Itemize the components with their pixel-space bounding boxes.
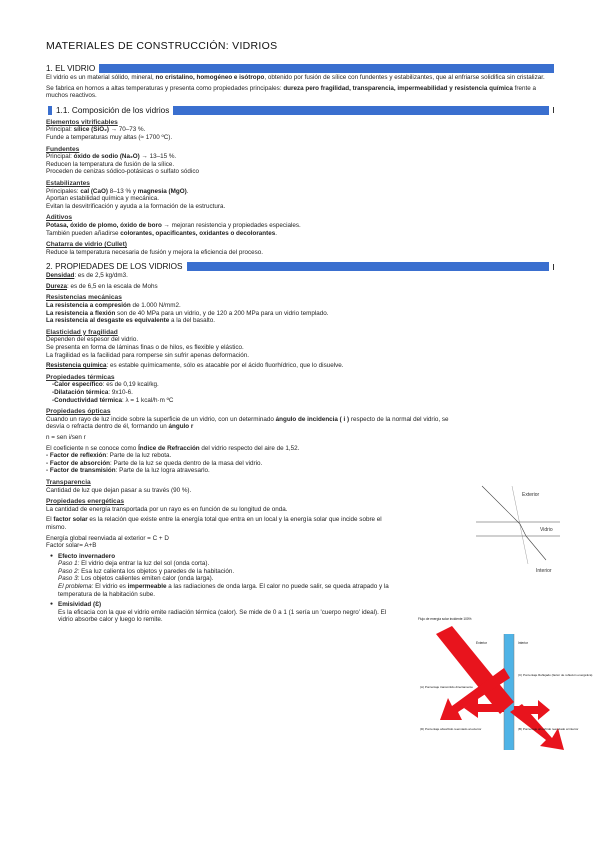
- subheading-termicas: Propiedades térmicas: [46, 373, 115, 381]
- section-heading-propiedades: 2. PROPIEDADES DE LOS VIDRIOS: [46, 262, 554, 271]
- el-vidrio-paragraph-2: Se fabrica en hornos a altas temperaturas y presenta como propiedades principales: dureza pero fragilidad, transparencia, impermeabilidad y resistencia química frente a muchos reactivos.: [46, 84, 537, 100]
- elasticidad-line-1: Dependen del espesor del vidrio.: [46, 336, 139, 344]
- invernadero-paso-3: Paso 3: Los objetos calientes emiten calor (onda larga).: [58, 575, 214, 583]
- fundentes-line-1: Principal: óxido de sodio (Na₂O) → 13–15 %.: [46, 153, 177, 161]
- elasticidad-line-3: La fragilidad es la facilidad para romperse sin sufrir apenas deformación.: [46, 351, 250, 359]
- estabilizantes-line-3: Evitan la desvitrificación y ayuda a la formación de la estructura.: [46, 202, 226, 210]
- section-heading-composicion: 1.1. Composición de los vidrios: [46, 106, 554, 115]
- label-reflejado: (C) Porcentaje Reflejado (factor de reflexión energética): [518, 673, 593, 677]
- termicas-line-1: -Calor específico: es de 0,19 kcal/kg.: [52, 381, 159, 389]
- vitrificables-line-1: Principal: sílice (SiO₂) → 70–73 %.: [46, 126, 146, 134]
- label-flujo-incidente: Flujo de energía solar incidente 100%: [418, 617, 472, 621]
- mecanicas-line-2: La resistencia a flexión son de 40 MPa para un vidrio, y de 120 a 200 MPa para un vidrio templado.: [46, 309, 329, 317]
- refraction-diagram: [476, 484, 560, 574]
- subheading-mecanicas: Resistencias mecánicas: [46, 294, 122, 302]
- vitrificables-line-2: Funde a temperaturas muy altas (≈ 1700 ºC).: [46, 133, 173, 141]
- incident-ray: [482, 486, 520, 524]
- label-transmitido: (A) Porcentaje transmitido directamente: [420, 685, 473, 689]
- bullet-efecto-invernadero: ● Efecto invernadero: [46, 553, 554, 561]
- label-exterior: Exterior: [522, 492, 540, 498]
- mecanicas-line-3: La resistencia al desgaste es equivalente a la del basalto.: [46, 317, 216, 325]
- label-interior-2: Interior: [518, 641, 528, 645]
- subheading-chatarra: Chatarra de vidrio (Cullet): [46, 241, 127, 249]
- energia-global-line: Energía global reenviada al exterior = C + D: [46, 534, 169, 542]
- subheading-opticas: Propiedades ópticas: [46, 408, 111, 416]
- invernadero-paso-1: Paso 1: El vidrio deja entrar la luz del sol (onda corta).: [58, 560, 210, 568]
- subheading-fundentes: Fundentes: [46, 145, 80, 153]
- label-absorbido-exterior: (D) Porcentaje absorbido reenviado al exterior: [420, 727, 482, 731]
- aditivos-line-1: Potasa, óxido de plomo, óxido de boro → mejoran resistencia y propiedades especiales.: [46, 221, 301, 229]
- termicas-line-2: -Dilatación térmica: 9x10-6.: [52, 389, 133, 396]
- refraction-formula: n = sen i/sen r: [46, 433, 86, 441]
- bullet-emisividad: ● Emisividad (Ɛ): [46, 601, 554, 609]
- invernadero-problema: El problema: El vidrio es impermeable a las radiaciones de onda larga. El calor no puede salir, se queda atrapado y la temperatura de la habitación sube.: [58, 583, 389, 598]
- subheading-elasticidad: Elasticidad y fragilidad: [46, 328, 118, 336]
- factor-solar-definition: El factor solar es la relación que existe entre la energía total que entra en un local y la energía solar que incide sobre el mismo.: [46, 516, 382, 531]
- section-heading-el-vidrio: 1. EL VIDRIO: [46, 64, 554, 73]
- densidad-line: Densidad: es de 2,5 kg/dm3.: [46, 272, 128, 280]
- label-absorbido-interior: (B) Porcentaje absorbido reenviado al interior: [518, 727, 579, 731]
- emisividad-line: Es la eficacia con la que el vidrio emite radiación térmica (calor). Se mide de 0 a 1 (1 sería un 'cuerpo negro' ideal). El vidrio absorbe calor y luego lo remite.: [58, 608, 387, 624]
- transmitted-ray: [526, 536, 546, 560]
- dureza-line: Dureza: es de 6,5 en la escala de Mohs: [46, 282, 158, 290]
- subheading-estabilizantes: Estabilizantes: [46, 179, 90, 187]
- fundentes-line-2: Reducen la temperatura de fusión de la sílice.: [46, 160, 175, 168]
- elasticidad-line-2: Se presenta en forma de láminas finas o de hilos, es flexible y elástico.: [46, 344, 244, 352]
- opticas-coefficient: El coeficiente n se conoce como Índice de Refracción del vidrio respecto del aire de 1,52.: [46, 444, 300, 452]
- el-vidrio-paragraph-1: El vidrio es un material sólido, mineral, no cristalino, homogéneo e isótropo, obtenido por fusión de sílice con fundentes y estabilizantes, que al enfriarse solidifica sin cristalizar.: [46, 74, 545, 81]
- opticas-paragraph: Cuando un rayo de luz incide sobre la superficie de un vidrio, con un determinado ángulo de incidencia ( i ) respecto de la normal del vidrio, se desvía o refracta dentro de él, formando un ángulo r: [46, 415, 449, 431]
- invernadero-paso-2: Paso 2: Esa luz calienta los objetos y paredes de la habitación.: [58, 567, 235, 575]
- mecanicas-line-1: La resistencia a compresión de 1.000 N/mm2.: [46, 302, 181, 310]
- energeticas-line-1: La cantidad de energía transportada por un rayo es en función de su longitud de onda.: [46, 505, 288, 513]
- subheading-vitrificables: Elementos vitrificables: [46, 118, 118, 126]
- subheading-energeticas: Propiedades energéticas: [46, 498, 125, 506]
- chatarra-line-1: Reduce la temperatura necesaria de fusión y mejora la eficiencia del proceso.: [46, 248, 264, 256]
- termicas-line-3: -Conductividad térmica: λ = 1 kcal/h·m ºC: [52, 396, 174, 404]
- label-exterior-2: Exterior: [476, 641, 487, 645]
- label-interior: Interior: [536, 568, 552, 574]
- subheading-aditivos: Aditivos: [46, 214, 73, 222]
- estabilizantes-line-1: Principales: cal (CaO) 8–13 % y magnesia (MgO).: [46, 187, 189, 195]
- factor-transmision: - Factor de transmisión: Parte de la luz logra atravesarlo.: [46, 467, 210, 475]
- transparencia-line: Cantidad de luz que dejan pasar a su través (90 %).: [46, 486, 192, 494]
- solar-factor-diagram: [418, 616, 593, 754]
- subheading-transparencia: Transparencia: [46, 478, 91, 486]
- estabilizantes-line-2: Aportan estabilidad química y mecánica.: [46, 195, 160, 203]
- fundentes-line-3: Proceden de cenizas sódico-potásicas o sulfato sódico: [46, 168, 199, 176]
- aditivos-line-2: También pueden añadirse colorantes, opacificantes, oxidantes o decolorantes.: [46, 229, 277, 237]
- factor-solar-line: Factor solar= A+B: [46, 542, 97, 550]
- quimica-line: Resistencia química: es estable químicamente, sólo es atacable por el ácido fluorhídrico, que lo disuelve.: [46, 362, 344, 370]
- document-title: MATERIALES DE CONSTRUCCIÓN: VIDRIOS: [46, 40, 278, 52]
- label-vidrio: Vidrio: [540, 527, 553, 533]
- factor-reflexion: - Factor de reflexión: Parte de la luz rebota.: [46, 452, 172, 460]
- factor-absorcion: - Factor de absorción: Parte de la luz se queda dentro de la masa del vidrio.: [46, 459, 263, 467]
